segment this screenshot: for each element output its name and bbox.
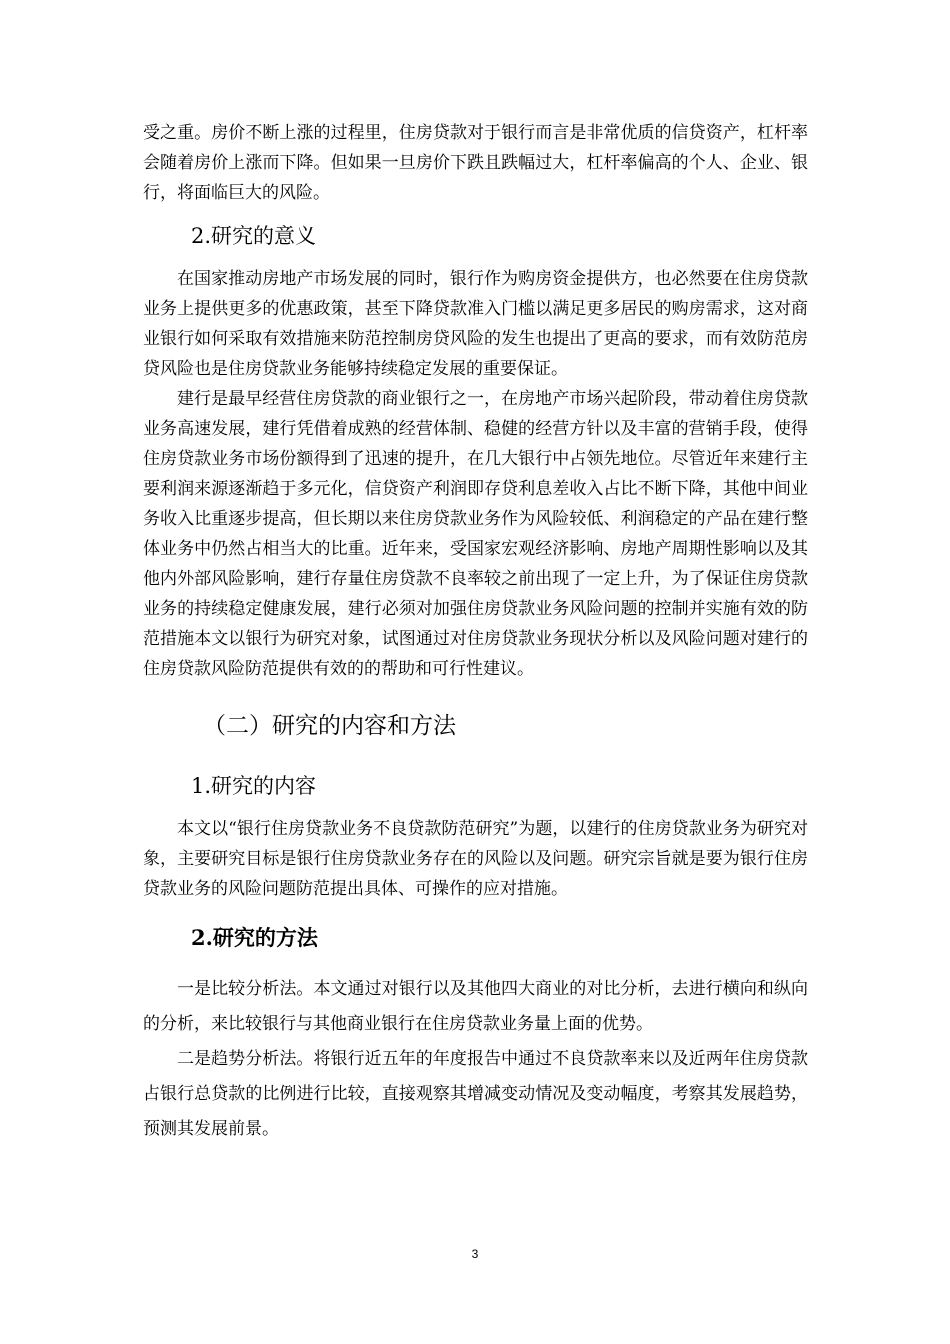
significance-heading: 2.研究的意义	[191, 224, 317, 248]
intro-paragraph: 受之重。房价不断上涨的过程里，住房贷款对于银行而言是非常优质的信贷资产，杠杆率会随着房价上涨而下降。但如果一旦房价下跌且跌幅过大，杠杆率偏高的个人、企业、银行，将面临巨大的风险。	[143, 123, 808, 203]
significance-paragraph-1: 在国家推动房地产市场发展的同时，银行作为购房资金提供方，也必然要在住房贷款业务上提供更多的优惠政策，甚至下降贷款准入门槛以满足更多居民的购房需求，这对商业银行如何采取有效措施来防范控制房贷风险的发生也提出了更高的要求，而有效防范房贷风险也是住房贷款业务能够持续稳定发展的重要保证。	[143, 269, 808, 379]
content-heading: 1.研究的内容	[191, 774, 317, 798]
section-two-heading: （二）研究的内容和方法	[203, 713, 456, 739]
methods-paragraph-2: 二是趋势分析法。将银行近五年的年度报告中通过不良贷款率来以及近两年住房贷款占银行总贷款的比例进行比较，直接观察其增减变动情况及变动幅度，考察其发展趋势，预测其发展前景。	[143, 1049, 808, 1139]
significance-paragraph-2: 建行是最早经营住房贷款的商业银行之一，在房地产市场兴起阶段，带动着住房贷款业务高速发展，建行凭借着成熟的经营体制、稳健的经营方针以及丰富的营销手段，使得住房贷款业务市场份额得到了迅速的提升，在几大银行中占领先地位。尽管近年来建行主要利润来源逐渐趋于多元化，信贷资产利润即存贷利息差收入占比不断下降，其他中间业务收入比重逐步提高，但长期以来住房贷款业务作为风险较低、利润稳定的产品在建行整体业务中仍然占相当大的比重。近年来，受国家宏观经济影响、房地产周期性影响以及其他内外部风险影响，建行存量住房贷款不良率较之前出现了一定上升，为了保证住房贷款业务的持续稳定健康发展，建行必须对加强住房贷款业务风险问题的控制并实施有效的防范措施本文以银行为研究对象，试图通过对住房贷款业务现状分析以及风险问题对建行的住房贷款风险防范提供有效的的帮助和可行性建议。	[143, 389, 808, 679]
content-paragraph: 本文以“银行住房贷款业务不良贷款防范研究”为题，以建行的住房贷款业务为研究对象，主要研究目标是银行住房贷款业务存在的风险以及问题。研究宗旨就是要为银行住房贷款业务的风险问题防范提出具体、可操作的应对措施。	[143, 819, 808, 899]
methods-heading: 2.研究的方法	[191, 925, 318, 950]
methods-paragraph-1: 一是比较分析法。本文通过对银行以及其他四大商业的对比分析，去进行横向和纵向的分析，来比较银行与其他商业银行在住房贷款业务量上面的优势。	[143, 979, 808, 1034]
page-number: 3	[471, 1247, 479, 1261]
page-content	[143, 118, 808, 1147]
